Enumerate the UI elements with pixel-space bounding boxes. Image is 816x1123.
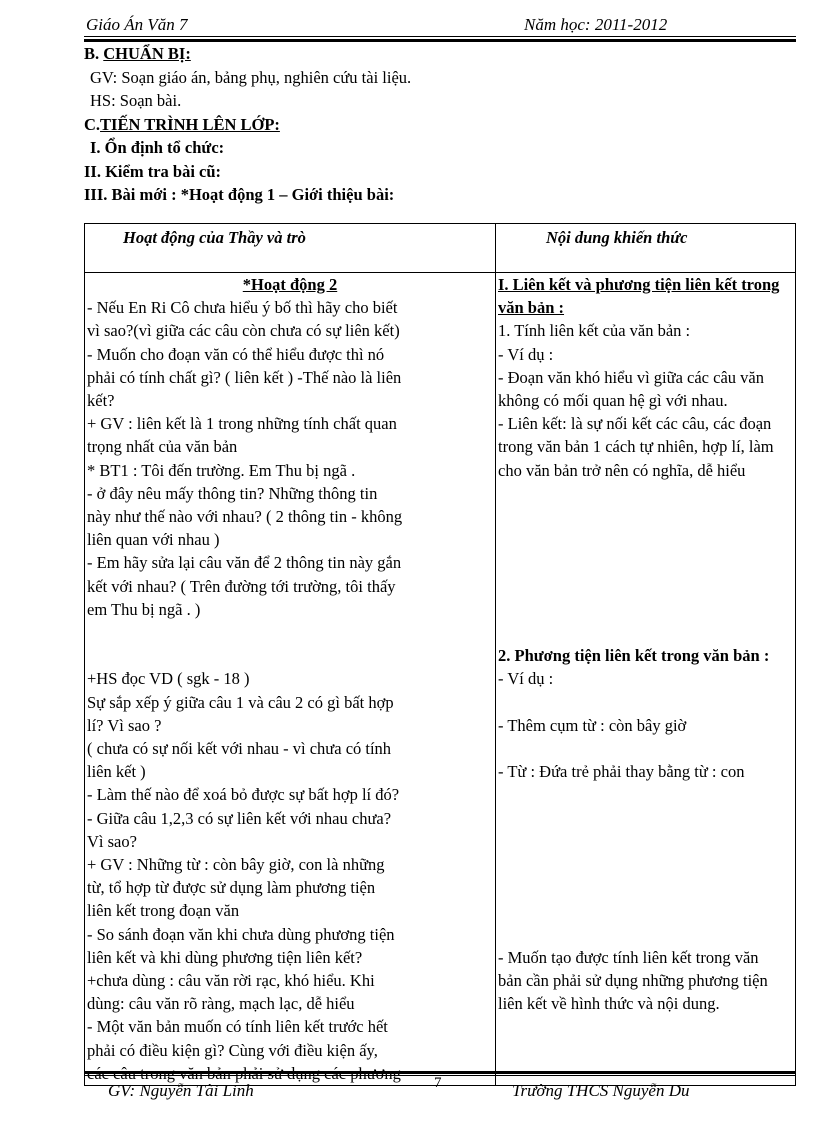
section1-title-line1: I. Liên kết và phương tiện liên kết trong [498, 275, 780, 294]
activities-text [87, 273, 493, 1085]
section1-lines [498, 319, 793, 481]
text-line: em Thu bị ngã . ) [87, 599, 201, 619]
col-header-content: Nội dung khiến thức [496, 224, 796, 273]
lesson-table-header-row [85, 224, 796, 273]
text-line: - Liên kết: là sự nối kết các câu, các đoạn [498, 414, 772, 434]
text-line [87, 644, 493, 667]
lesson-table-body-row [85, 273, 796, 1086]
content-text [498, 273, 793, 1015]
page-header [86, 15, 796, 37]
footer-rule-thick [84, 1071, 796, 1074]
text-line: từ, tổ hợp từ được sử dụng làm phương tiện [87, 878, 376, 898]
text-line: liên kết và khi dùng phương tiện liên kết? [87, 947, 363, 967]
content-cell [496, 273, 796, 1086]
text-line: - Em hãy sửa lại câu văn để 2 thông tin này gắn [87, 553, 402, 573]
text-line: liên kết về hình thức và nội dung. [498, 994, 720, 1014]
text-line: + GV : Những từ : còn bây giờ, con là những [87, 855, 385, 875]
text-line: các câu trong văn bản phải sử dụng các phương [87, 1063, 401, 1083]
text-line: Sự sắp xếp ý giữa câu 1 và câu 2 có gì bất hợp [87, 692, 394, 712]
text-line: vì sao?(vì giữa các câu còn chưa có sự liên kết) [87, 321, 400, 341]
prep-student: HS: Soạn bài. [90, 91, 182, 110]
section2-replace: - Từ : Đứa trẻ phải thay bằng từ : con [498, 762, 745, 782]
text-line: - Làm thế nào để xoá bỏ được sự bất hợp lí đó? [87, 785, 400, 805]
section2-conclusion [498, 946, 793, 1016]
process-heading-text: TIẾN TRÌNH LÊN LỚP: [100, 114, 280, 134]
footer-school: Trường THCS Nguyễn Du [512, 1081, 690, 1100]
header-school-year: Năm học: 2011-2012 [524, 15, 668, 34]
activity-lines [87, 296, 493, 1085]
section1-title-line2: văn bản : [498, 298, 565, 318]
text-line: - Đoạn văn khó hiểu vì giữa các câu văn [498, 367, 764, 387]
text-line: ( chưa có sự nối kết với nhau - vì chưa có tính [87, 739, 392, 759]
text-line: Vì sao? [87, 831, 137, 851]
prep-heading-text: CHUẨN BỊ: [103, 44, 191, 63]
process-heading-prefix: C. [84, 114, 101, 134]
header-subject: Giáo Án Văn 7 [86, 15, 188, 34]
text-line: trọng nhất của văn bản [87, 437, 238, 457]
section2-add: - Thêm cụm từ : còn bây giờ [498, 715, 687, 735]
text-line: - Nếu En Ri Cô chưa hiểu ý bố thì hãy cho biết [87, 298, 398, 318]
lesson-intro [84, 42, 796, 207]
page-number: 7 [434, 1075, 442, 1091]
text-line: kết? [87, 391, 115, 411]
text-line: - Ví dụ : [498, 344, 554, 364]
activities-cell [85, 273, 496, 1086]
footer-teacher: GV: Nguyễn Tài Linh [108, 1081, 254, 1100]
text-line [87, 621, 493, 644]
activity-title: *Hoạt động 2 [242, 275, 338, 294]
text-line: +chưa dùng : câu văn rời rạc, khó hiểu. Khi [87, 971, 375, 991]
text-line: không có mối quan hệ gì với nhau. [498, 391, 728, 411]
text-line: - So sánh đoạn văn khi chưa dùng phương tiện [87, 924, 395, 944]
section2-title: 2. Phương tiện liên kết trong văn bản : [498, 646, 770, 666]
text-line: - Muốn cho đoạn văn có thể hiểu được thì nó [87, 344, 385, 364]
col-header-activities: Hoạt động của Thầy và trò [85, 224, 496, 273]
text-line: * BT1 : Tôi đến trường. Em Thu bị ngã . [87, 460, 356, 480]
text-line: bản cần phải sử dụng những phương tiện [498, 970, 768, 990]
text-line: 1. Tính liên kết của văn bản : [498, 321, 691, 341]
prep-heading-prefix: B. [84, 44, 104, 63]
prep-teacher: GV: Soạn giáo án, bảng phụ, nghiên cứu tài liệu. [90, 67, 412, 87]
text-line: +HS đọc VD ( sgk - 18 ) [87, 669, 250, 689]
text-line: này như thế nào với nhau? ( 2 thông tin - không [87, 507, 403, 527]
process-heading [84, 113, 796, 137]
text-line: cho văn bản trở nên có nghĩa, dễ hiểu [498, 460, 746, 480]
lesson-table [84, 223, 796, 1086]
text-line: - Giữa câu 1,2,3 có sự liên kết với nhau chưa? [87, 808, 392, 828]
text-line: - Một văn bản muốn có tính liên kết trước hết [87, 1017, 388, 1037]
text-line: phải có điều kiện gì? Cùng với điều kiện ấy, [87, 1040, 378, 1060]
header-rule-thin [84, 36, 796, 37]
text-line: + GV : liên kết là 1 trong những tính chất quan [87, 414, 397, 434]
text-line: liên kết ) [87, 762, 146, 782]
process-step-3: III. Bài mới : *Hoạt động 1 – Giới thiệu bài: [84, 185, 395, 204]
text-line: - ở đây nêu mấy thông tin? Những thông tin [87, 483, 378, 503]
process-step-2: II. Kiểm tra bài cũ: [84, 161, 222, 181]
text-line: phải có tính chất gì? ( liên kết ) -Thế nào là liên [87, 367, 402, 387]
text-line: lí? Vì sao ? [87, 715, 162, 735]
text-line: trong văn bản 1 cách tự nhiên, hợp lí, làm [498, 437, 774, 457]
page-footer [84, 1075, 796, 1103]
section2-example: - Ví dụ : [498, 669, 554, 689]
text-line: kết với nhau? ( Trên đường tới trường, tôi thấy [87, 576, 396, 596]
text-line: liên kết trong đoạn văn [87, 901, 240, 921]
prep-heading [84, 42, 796, 66]
process-step-1: I. Ổn định tổ chức: [90, 138, 225, 157]
text-line: liên quan với nhau ) [87, 530, 220, 550]
text-line: - Muốn tạo được tính liên kết trong văn [498, 947, 759, 967]
text-line: dùng: câu văn rõ ràng, mạch lạc, dễ hiểu [87, 994, 355, 1014]
